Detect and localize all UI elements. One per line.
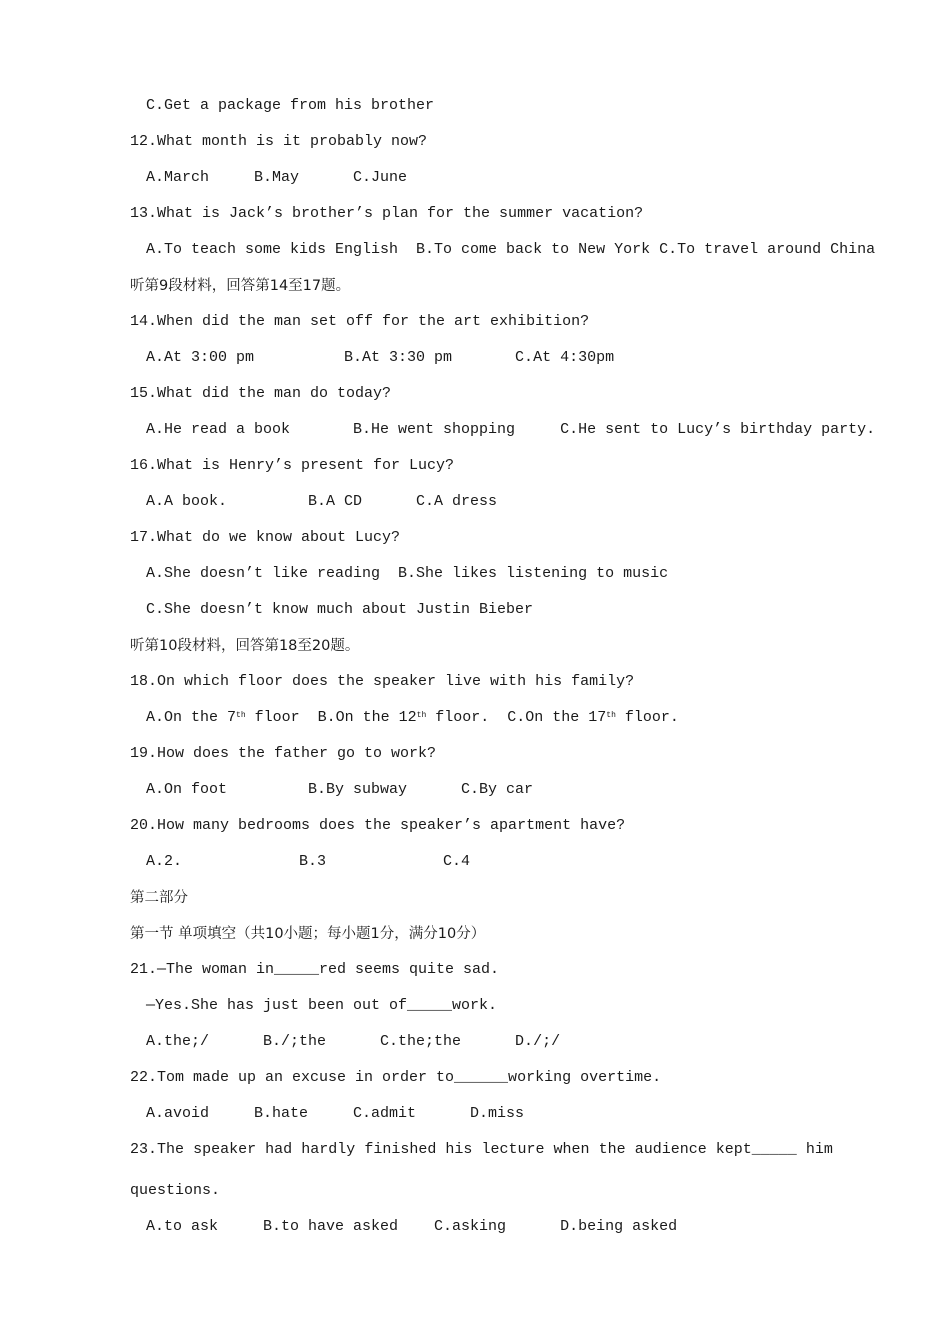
superscript-th: th bbox=[236, 711, 246, 720]
question-21: 21.—The woman in_____red seems quite sad. bbox=[130, 961, 500, 978]
word: finished bbox=[364, 1141, 437, 1158]
options-12: A.March B.May C.June bbox=[146, 169, 408, 186]
word: had bbox=[265, 1141, 293, 1158]
options-17-c: C.She doesn’t know much about Justin Bieber bbox=[146, 601, 534, 618]
question-22: 22.Tom made up an excuse in order to______working overtime. bbox=[130, 1069, 662, 1086]
superscript-th: th bbox=[416, 711, 427, 720]
question-16: 16.What is Henry’s present for Lucy? bbox=[130, 457, 455, 474]
options-22: A.avoid B.hate C.admit D.miss bbox=[146, 1105, 525, 1122]
question-23 bbox=[130, 1140, 833, 1160]
question-17: 17.What do we know about Lucy? bbox=[130, 529, 401, 546]
word: when bbox=[553, 1141, 590, 1158]
section-instruction-10: 听第10段材料，回答第18至20题。 bbox=[130, 638, 360, 654]
options-19: A.On foot B.By subway C.By car bbox=[146, 781, 534, 798]
option-18-end: floor. bbox=[615, 709, 679, 726]
word: his bbox=[445, 1141, 473, 1158]
word: lecture bbox=[481, 1141, 545, 1158]
question-13: 13.What is Jack’s brother’s plan for the summer vacation? bbox=[130, 205, 644, 222]
superscript-th: th bbox=[606, 711, 616, 720]
word: him bbox=[805, 1141, 833, 1158]
word: speaker bbox=[193, 1141, 257, 1158]
word: 23.The bbox=[130, 1141, 185, 1158]
question-18: 18.On which floor does the speaker live with his family? bbox=[130, 673, 635, 690]
option-18-b: floor B.On the 12 bbox=[245, 709, 417, 726]
options-13: A.To teach some kids English B.To come back to New York C.To travel around China bbox=[146, 241, 876, 258]
option-line-11c: C.Get a package from his brother bbox=[146, 97, 435, 114]
options-16: A.A book. B.A CD C.A dress bbox=[146, 493, 498, 510]
section-one-heading: 第一节 单项填空（共10小题；每小题1分，满分10分） bbox=[130, 926, 486, 942]
options-21: A.the;/ B./;the C.the;the D./;/ bbox=[146, 1033, 561, 1050]
question-12: 12.What month is it probably now? bbox=[130, 133, 428, 150]
options-17-ab: A.She doesn’t like reading B.She likes listening to music bbox=[146, 565, 669, 582]
word: hardly bbox=[301, 1141, 356, 1158]
options-20: A.2. B.3 C.4 bbox=[146, 853, 471, 870]
option-18-c: floor. C.On the 17 bbox=[426, 709, 607, 726]
options-18 bbox=[146, 708, 679, 728]
word: audience bbox=[634, 1141, 707, 1158]
options-23: A.to ask B.to have asked C.asking D.being asked bbox=[146, 1218, 678, 1235]
options-15: A.He read a book B.He went shopping C.He sent to Lucy’s birthday party. bbox=[146, 421, 876, 438]
question-19: 19.How does the father go to work? bbox=[130, 745, 437, 762]
question-14: 14.When did the man set off for the art exhibition? bbox=[130, 313, 590, 330]
option-18-a: A.On the 7 bbox=[146, 709, 237, 726]
word: kept_____ bbox=[715, 1141, 797, 1158]
word: the bbox=[598, 1141, 626, 1158]
section-instruction-9: 听第9段材料，回答第14至17题。 bbox=[130, 278, 351, 294]
question-20: 20.How many bedrooms does the speaker’s apartment have? bbox=[130, 817, 626, 834]
part-two-heading: 第二部分 bbox=[130, 890, 188, 906]
question-15: 15.What did the man do today? bbox=[130, 385, 392, 402]
options-14: A.At 3:00 pm B.At 3:30 pm C.At 4:30pm bbox=[146, 349, 615, 366]
question-21-reply: —Yes.She has just been out of_____work. bbox=[146, 997, 498, 1014]
question-23-continued: questions. bbox=[130, 1182, 221, 1199]
